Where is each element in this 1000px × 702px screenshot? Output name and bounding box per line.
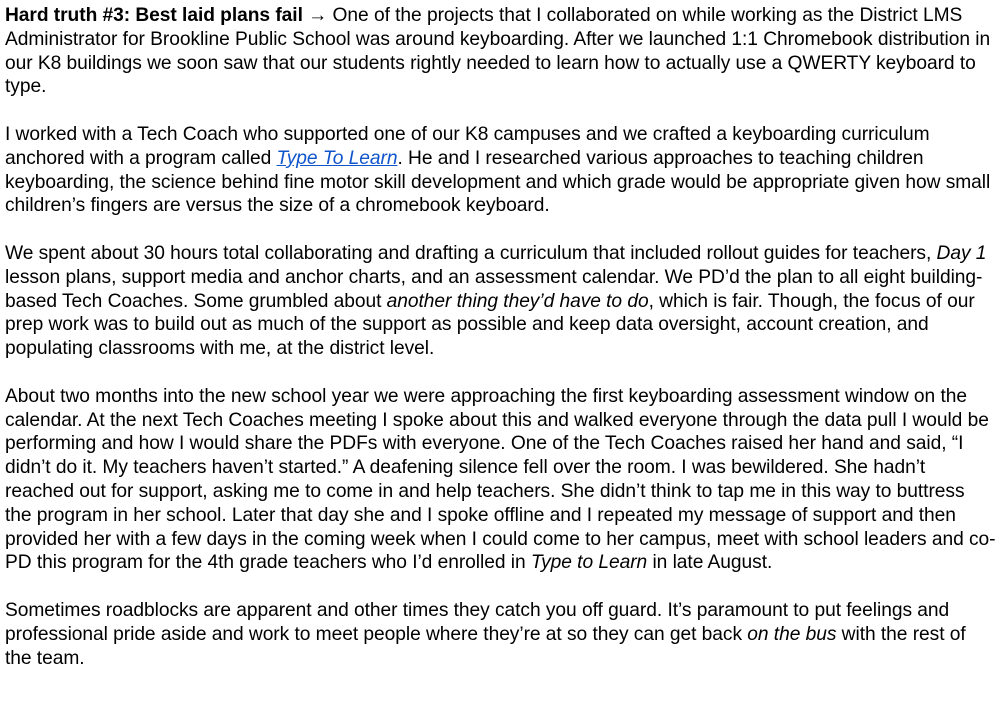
paragraph-assessment-window bbox=[5, 385, 996, 575]
paragraph-text: → One of the projects that I collaborated on while working as the District LMS Administrator for Brookline Public School was around keyboarding. After we launched 1:1 Chromebook distribution in our K8 buildings we soon saw that our students rightly needed to learn how to actually use a QWERTY keyboard to type. bbox=[5, 5, 991, 98]
paragraph-text: with the rest of the team. bbox=[5, 623, 966, 669]
type-to-learn-link[interactable]: Type To Learn bbox=[276, 147, 398, 169]
paragraph-text: , which is fair. Though, the focus of our prep work was to build out as much of the support as possible and keep data oversight, account creation, and populating classrooms with me, at the district level. bbox=[5, 290, 975, 360]
paragraph-roadblocks bbox=[5, 599, 996, 670]
paragraph-text: Sometimes roadblocks are apparent and other times they catch you off guard. It’s paramount to put feelings and professional pride aside and work to meet people where they’re at so they can get back bbox=[5, 599, 950, 645]
section-heading: Hard truth #3: Best laid plans fail bbox=[5, 5, 303, 26]
paragraph-text: . He and I researched various approaches to teaching children keyboarding, the science behind fine motor skill development and which grade would be appropriate given how small children’s fingers are versus the size of a chromebook keyboard. bbox=[5, 147, 991, 217]
paragraph-text: lesson plans, support media and anchor charts, and an assessment calendar. We PD’d the plan to all eight building-based Tech Coaches. Some grumbled about bbox=[5, 266, 983, 312]
emphasis-text: Day 1 bbox=[936, 242, 987, 264]
paragraph-text: About two months into the new school year we were approaching the first keyboarding assessment window on the calendar. At the next Tech Coaches meeting I spoke about this and walked everyone through the data pull I would be performing and how I would share the PDFs with everyone. One of the Tech Coaches raised her hand and said, “I didn’t do it. My teachers haven’t started.” A deafening silence fell over the room. I was bewildered. She hadn’t reached out for support, asking me to come in and help teachers. She didn’t think to tap me in this way to buttress the program in her school. Later that day she and I spoke offline and I repeated my message of support and then provided her with a few days in the coming week when I could come to her campus, meet with school leaders and co-PD this program for the 4th grade teachers who I’d enrolled in bbox=[5, 385, 996, 574]
emphasis-text: on the bus bbox=[747, 623, 837, 645]
paragraph-text: I worked with a Tech Coach who supported one of our K8 campuses and we crafted a keyboarding curriculum anchored with a program called bbox=[5, 123, 930, 169]
emphasis-text: Type to Learn bbox=[530, 552, 648, 574]
paragraph-text: We spent about 30 hours total collaborating and drafting a curriculum that included rollout guides for teachers, bbox=[5, 242, 937, 264]
paragraph-collaboration bbox=[5, 242, 996, 361]
paragraph-curriculum bbox=[5, 123, 996, 218]
emphasis-text: another thing they’d have to do bbox=[386, 290, 649, 312]
paragraph-text: in late August. bbox=[647, 552, 773, 574]
paragraph-hard-truth-3 bbox=[5, 4, 996, 99]
